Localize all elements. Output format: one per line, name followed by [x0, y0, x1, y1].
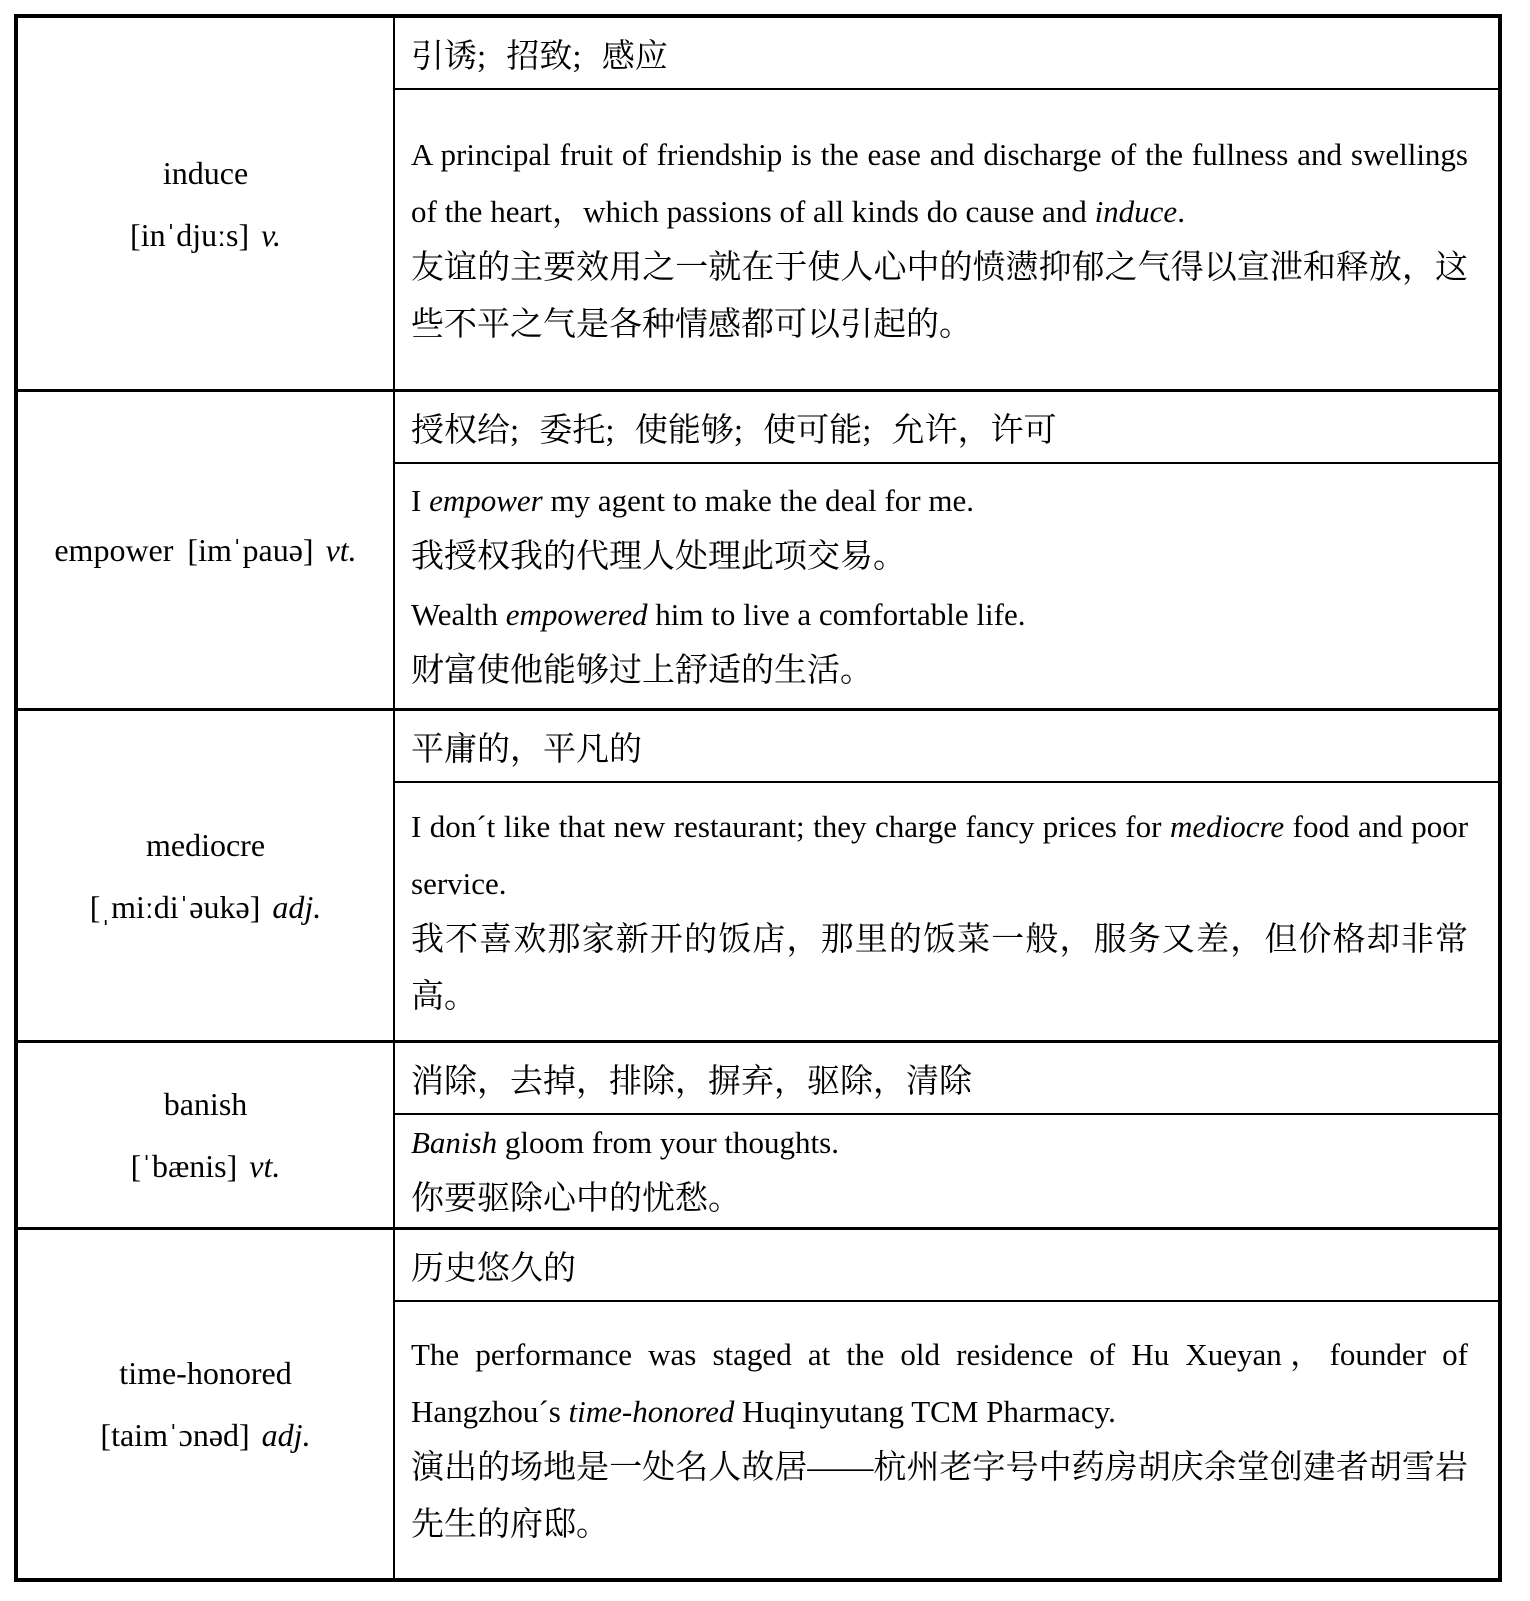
definition-cell	[395, 1043, 1498, 1115]
sentence-segment: I don´t like that new restaurant; they charge fancy prices for	[411, 808, 1170, 844]
sentence-segment: 演出的场地是一处名人故居——杭州老字号中药房胡庆余堂创建者胡雪岩先生的府邸。	[411, 1450, 1468, 1543]
word-subline	[131, 1135, 281, 1197]
word-cell	[18, 1043, 395, 1227]
table-row-time-honored	[18, 1227, 1498, 1578]
word-cell	[18, 18, 395, 389]
word-line	[54, 519, 356, 581]
pos-label: v.	[261, 216, 281, 253]
definition-text: 授权给; 委托; 使能够; 使可能; 允许，许可	[411, 412, 1057, 449]
pos-label: adj.	[261, 1417, 311, 1453]
definition-cell	[395, 1230, 1498, 1302]
example-sentence-zh	[411, 1440, 1468, 1554]
sentence-segment: my agent to make the deal for me.	[542, 483, 974, 518]
example-cell	[395, 90, 1498, 389]
example-sentence-en	[411, 472, 1468, 529]
italic-word: empower	[429, 483, 543, 518]
word-text: mediocre	[145, 826, 266, 863]
example-cell	[395, 783, 1498, 1040]
phonetic-text: [ˌmiːdiˈəukə]	[89, 888, 261, 925]
word-subline	[90, 876, 321, 938]
sentence-segment: 我授权我的代理人处理此项交易。	[411, 539, 906, 575]
definition-text: 引诱; 招致; 感应	[411, 38, 668, 75]
word-cell	[18, 711, 395, 1040]
entry-cell	[395, 1230, 1498, 1578]
sentence-segment: A principal fruit of friendship is the ease and discharge of the fullness and swellings of the heart，which passions of all kinds do cause and	[411, 136, 1468, 229]
phonetic-text: [taimˈɔnəd]	[100, 1417, 250, 1453]
definition-cell	[395, 711, 1498, 783]
definition-cell	[395, 392, 1498, 464]
entry-cell	[395, 1043, 1498, 1227]
word-cell	[18, 1230, 395, 1578]
example-sentence-en	[411, 126, 1468, 240]
sentence-segment: 你要驱除心中的忧愁。	[411, 1181, 741, 1217]
word-text: empower	[54, 532, 174, 568]
word-text: time-honored	[119, 1355, 292, 1391]
definition-text: 消除，去掉，排除，摒弃，驱除，清除	[411, 1063, 972, 1100]
example-sentence-en	[411, 586, 1468, 643]
italic-word: time-honored	[568, 1394, 735, 1429]
sentence-segment: food and poor service.	[411, 808, 1469, 901]
pos-label: vt.	[325, 532, 357, 568]
entry-cell	[395, 18, 1498, 389]
pos-label: vt.	[249, 1148, 281, 1184]
table-row-induce	[18, 18, 1498, 389]
sentence-segment: gloom from your thoughts.	[497, 1125, 839, 1160]
italic-word: mediocre	[1169, 808, 1285, 844]
sentence-segment: 我不喜欢那家新开的饭店，那里的饭菜一般，服务又差，但价格却非常高。	[411, 921, 1468, 1015]
word-cell	[18, 392, 395, 708]
sentence-segment: Huqinyutang TCM Pharmacy.	[734, 1394, 1116, 1429]
phonetic-text: [ˈbænis]	[130, 1148, 238, 1184]
sentence-segment: I	[411, 483, 430, 518]
example-cell	[395, 1115, 1498, 1227]
definition-text: 历史悠久的	[411, 1250, 576, 1287]
sentence-segment: .	[1177, 193, 1185, 229]
entry-cell	[395, 711, 1498, 1040]
italic-word: Banish	[411, 1125, 498, 1160]
sentence-segment: 财富使他能够过上舒适的生活。	[411, 653, 873, 689]
sentence-segment: 友谊的主要效用之一就在于使人心中的愤懑抑郁之气得以宣泄和释放，这些不平之气是各种情感都可以引起的。	[411, 249, 1468, 343]
example-cell	[395, 464, 1498, 708]
word-text: banish	[163, 1086, 248, 1122]
word-subline	[130, 204, 281, 266]
vocab-table	[14, 14, 1502, 1582]
example-sentence-zh	[411, 912, 1468, 1026]
definition-text: 平庸的，平凡的	[411, 731, 642, 768]
phonetic-text: [imˈpauə]	[187, 532, 314, 568]
table-row-mediocre	[18, 708, 1498, 1040]
sentence-segment: The performance was staged at the old residence of Hu Xueyan，founder of Hangzhou´s	[411, 1337, 1468, 1429]
example-sentence-en	[411, 798, 1468, 912]
sentence-segment: him to live a comfortable life.	[647, 597, 1026, 632]
example-sentence-en	[411, 1326, 1468, 1440]
example-sentence-zh	[411, 643, 1468, 700]
example-sentence-zh	[411, 529, 1468, 586]
word-subline	[100, 1404, 310, 1466]
word-text: induce	[162, 154, 249, 191]
example-sentence-zh	[411, 1171, 1468, 1227]
pos-label: adj.	[272, 888, 322, 925]
italic-word: induce	[1094, 193, 1178, 229]
example-sentence-zh	[411, 240, 1468, 354]
example-sentence-en	[411, 1115, 1468, 1171]
sentence-segment: Wealth	[411, 597, 506, 632]
example-cell	[395, 1302, 1498, 1578]
phonetic-text: [inˈdjuːs]	[130, 216, 250, 253]
entry-cell	[395, 392, 1498, 708]
table-row-banish	[18, 1040, 1498, 1227]
definition-cell	[395, 18, 1498, 90]
table-row-empower	[18, 389, 1498, 708]
italic-word: empowered	[505, 597, 648, 632]
